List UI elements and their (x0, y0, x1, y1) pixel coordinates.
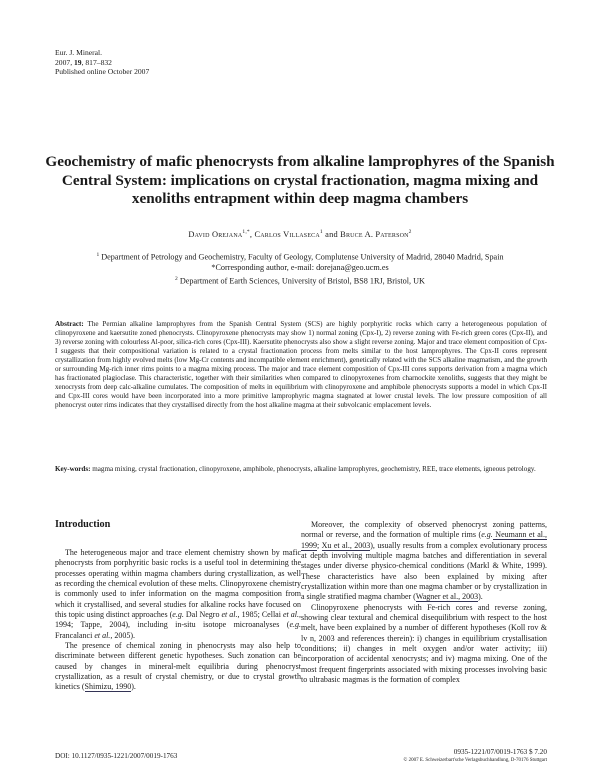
keywords-text: magma mixing, crystal fractionation, clinopyroxene, amphibole, phenocrysts, alkaline lamprophyres, geochemistry, REE, trace elements, igneous petrology. (90, 465, 536, 473)
citation-link[interactable]: Xu et al., 2003 (321, 540, 371, 550)
keywords-label: Key-words: (55, 465, 91, 473)
section-heading: Introduction (55, 519, 111, 530)
author-name: Bruce A. Paterson (340, 229, 409, 239)
abstract-text: The Permian alkaline lamprophyres from the Spanish Central System (SCS) are highly porphyritic rocks which carry a heterogeneous population of clinopyroxene and kaersutite zoned phenocrysts. Clinopyroxene phenocrysts may show 1) normal zoning (Cpx-I), 2) reverse zoning with Fe-rich green cores (Cpx-II), and 3) reverse zoning with colourless Al-poor, silica-rich cores (Cpx-III). Kaersutite phenocrysts also show a slight reverse zoning. Major and trace element composition of Cpx-I suggests that their compositional variation is related to a crystal fractionation process from melts similar to the host lamprophyres. The Cpx-II cores represent crystallization from highly evolved melts (low Mg-Cr contents and incompatible element enrichment), genetically related with the SCS alkaline magmatism, and the growth or surrounding Mg-rich inner rims points to a magma mixing process. The major and trace element composition of Cpx-III cores supports derivation from a magma which has fractionated plagioclase. This characteristic, together with their similarities when compared to clinopyroxenes from charnockite xenoliths, suggests that they might be xenocrysts from deep calc-alkaline cumulates. The composition of melts in equilibrium with clinopyroxene and amphibole phenocrysts supports a model in which Cpx-II and Cpx-III cores would have been incorporated into a more primitive lamprophyric magma stagnated at lower crustal levels. The low pressure composition of all phenocryst outer rims indicates that they crystallised directly from the host alkaline magma at their subvolcanic emplacement levels. (55, 320, 547, 409)
publication-date: Published online October 2007 (55, 67, 150, 77)
paper-title: Geochemistry of mafic phenocrysts from alkaline lamprophyres of the Spanish Central System: implications on crystal fractionation, magma mixing and xenoliths entrapment within deep magma chambers (45, 153, 555, 208)
paragraph: The heterogeneous major and trace element chemistry shown by mafic phenocrysts from porphyritic basic rocks is a useful tool in determining the processes operating within magma chambers during crystallization, as well as recording the chemical evolution of these melts. Clinopyroxene chemistry is commonly used to infer information on the magma composition from which it crystallised, and several studies for alkaline rocks have focused on this topic using distinct approaches (e.g. Dal Negro et al., 1985; Cellai et al., 1994; Tappe, 2004), including in-situ isotope microanalyses (e.g. Francalanci et al., 2005). (55, 548, 302, 640)
corresponding-author: *Corresponding author, e-mail: dorejana@geo.ucm.es (211, 263, 389, 273)
right-column (301, 520, 547, 686)
author-name: Carlos Villaseca (254, 229, 320, 239)
paragraph: Moreover, the complexity of observed phenocryst zoning patterns, normal or reverse, and the formation of multiple rims (e.g. Neumann et al., 1999; Xu et al., 2003), usually results from a complex evolutionary process at depth involving multiple magma batches and differentiation in several stages under diverse physico-chemical conditions (Markl & White, 1999). These characteristics have also been explained by mixing after crystallization within more than one magma chamber or by crystallization in a single stratified magma chamber (Wagner et al., 2003). (301, 520, 547, 602)
issn-price: 0935-1221/07/0019-1763 $ 7.20 (453, 748, 547, 756)
citation-link[interactable]: Neumann et al., 1999 (301, 530, 547, 550)
journal-issue: 2007, 19, 817–832 (55, 57, 112, 67)
abstract-label: Abstract: (55, 320, 84, 328)
author-list: David Orejana$^{1,*}$, Carlos Villaseca$^1$ and Bruce A. Paterson$^2$ (188, 229, 412, 239)
affiliations (60, 250, 540, 287)
affiliation-1: $^1$ Department of Petrology and Geochemistry, Faculty of Geology, Complutense University of Madrid, 28040 Madrid, Spain (96, 252, 504, 262)
journal-header (55, 48, 149, 77)
abstract (55, 320, 547, 410)
citation-link[interactable]: Shimizu, 1990 (84, 682, 132, 692)
affiliation-2: $^2$ Department of Earth Sciences, University of Bristol, BS8 1RJ, Bristol, UK (175, 275, 425, 286)
journal-name: Eur. J. Mineral. (55, 48, 103, 57)
publisher-copyright: © 2007 E. Schweizerbart'sche Verlagsbuchhandlung, D-70176 Stuttgart (403, 758, 547, 763)
left-column (55, 548, 301, 693)
citation-link[interactable]: Wagner et al., 2003 (415, 592, 479, 602)
paragraph: Clinopyroxene phenocrysts with Fe-rich cores and reverse zoning, showing clear textural and chemical disequilibrium with respect to the host melt, have been explained by a number of different hypotheses (Koll rov & lv n, 2003 and references therein): i) changes in equilibrium crystallisation conditions; ii) changes in melt oxygen and/or water activity; iii) incorporation of accidental xenocrysts; and iv) magma mixing. One of the most frequent fingerprints associated with mixing processes involving basic to ultrabasic magmas is the formation of complex (301, 602, 547, 685)
keywords (55, 465, 547, 474)
doi: DOI: 10.1127/0935-1221/2007/0019-1763 (55, 752, 178, 760)
paragraph: The presence of chemical zoning in phenocrysts may also help to discriminate between different genetic hypotheses. Such zonation can be caused by changes in mineral-melt equilibria during phenocryst crystallization, as a result of crystal chemistry, or due to crystal growth kinetics (Shimizu, 1990). (55, 641, 301, 692)
author-name: David Orejana (188, 229, 243, 239)
